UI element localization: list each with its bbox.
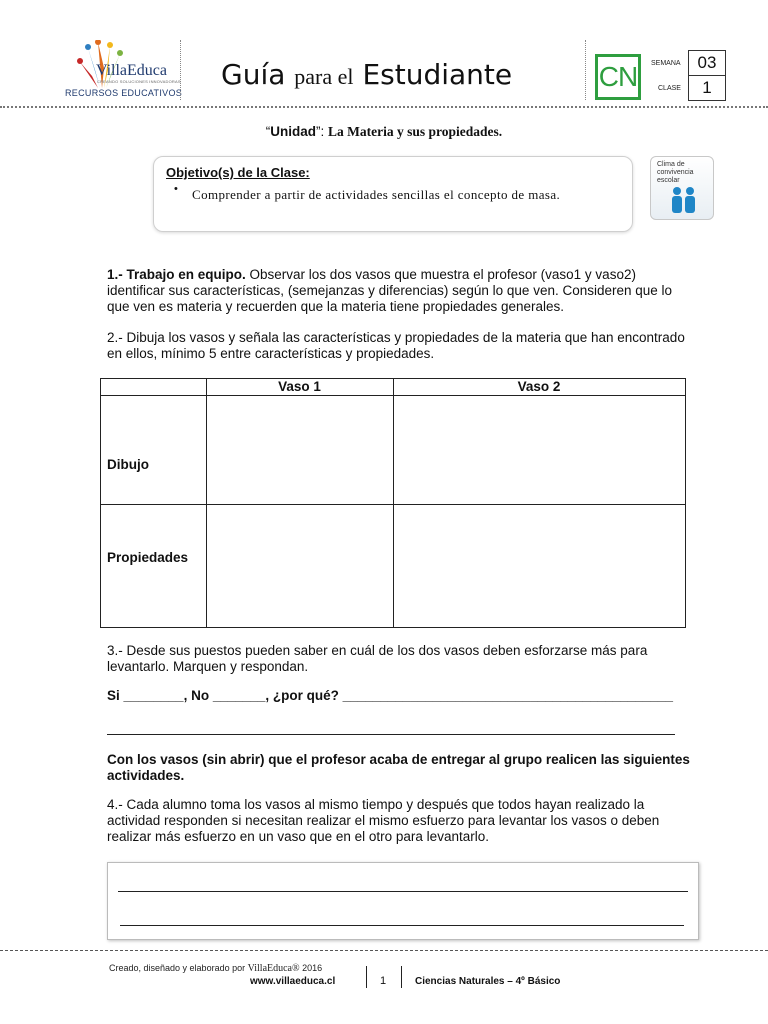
table-header-vaso-2: Vaso 2 xyxy=(517,379,561,394)
table-header-vaso-1: Vaso 1 xyxy=(278,379,321,394)
table-row-propiedades: Propiedades xyxy=(107,550,189,565)
question-2: 2.- Dibuja los vasos y señala las características y propiedades de la materia que han encontrado en ellos, mínimo 5 entre características y propiedades. xyxy=(107,330,685,361)
cell-dibujo-vaso-1[interactable] xyxy=(207,396,392,503)
footer-url[interactable]: www.villaeduca.cl xyxy=(250,976,336,987)
title-word-estudiante: Estudiante xyxy=(362,58,513,91)
page-number: 1 xyxy=(380,975,387,987)
answer-line[interactable] xyxy=(107,734,675,735)
objective-text: Comprender a partir de actividades sencillas el concepto de masa. xyxy=(192,187,561,202)
cell-dibujo-vaso-2[interactable] xyxy=(394,396,685,503)
answer-line[interactable] xyxy=(118,891,688,892)
class-label: CLASE xyxy=(658,85,681,92)
header-divider xyxy=(180,40,181,100)
observation-table xyxy=(100,378,686,628)
logo-tagline: CREANDO SOLUCIONES INNOVADORAS xyxy=(97,79,181,84)
footer-rule xyxy=(0,950,768,951)
question-1 xyxy=(107,267,697,315)
objective-title: Objetivo(s) de la Clase: xyxy=(166,165,310,180)
answer-line[interactable] xyxy=(120,925,684,926)
clima-badge-text: Clima de convivencia escolar xyxy=(657,161,694,184)
cell-propiedades-vaso-1[interactable] xyxy=(207,505,392,627)
logo-name: VillaEduca xyxy=(96,62,168,79)
unit-title: La Materia y sus propiedades. xyxy=(328,124,503,139)
header-rule xyxy=(0,106,768,108)
week-label: SEMANA xyxy=(651,60,681,67)
question-1-text: Observar los dos vasos que muestra el profesor (vaso1 y vaso2) identificar sus características, (semejanzas y diferencias) según lo que ven. Consideren que lo que ven es materia y recuerden que la materia tiene propiedades generales. xyxy=(107,267,673,314)
page-title xyxy=(221,58,512,91)
footer-credits xyxy=(109,963,322,974)
header-divider xyxy=(585,40,586,100)
class-value: 1 xyxy=(688,76,726,101)
objective-box xyxy=(153,156,633,232)
question-1-lead: 1.- Trabajo en equipo. xyxy=(107,267,246,282)
subject-code-badge: CN xyxy=(595,54,641,100)
question-4-answer-box[interactable] xyxy=(107,862,699,940)
footer-year: 2016 xyxy=(299,963,323,973)
unit-heading xyxy=(0,124,768,140)
footer-divider xyxy=(366,966,367,988)
clima-convivencia-badge xyxy=(650,156,714,220)
question-3: 3.- Desde sus puestos pueden saber en cuál de los dos vasos deben esforzarse más para levantarlo. Marquen y respondan. xyxy=(107,643,648,674)
footer-created-text: Creado, diseñado y elaborado por xyxy=(109,963,248,973)
logo-subtitle: RECURSOS EDUCATIVOS xyxy=(65,88,183,98)
footer-divider xyxy=(401,966,402,988)
people-icon xyxy=(651,157,715,221)
unit-label: Unidad xyxy=(270,124,317,139)
cell-propiedades-vaso-2[interactable] xyxy=(394,505,685,627)
table-row-dibujo: Dibujo xyxy=(107,457,149,472)
title-word-para-el: para el xyxy=(294,64,354,89)
bullet-icon: • xyxy=(174,183,178,195)
footer-course: Ciencias Naturales – 4º Básico xyxy=(415,976,561,987)
footer-brand: VillaEduca® xyxy=(247,963,300,974)
title-word-guia: Guía xyxy=(221,58,286,91)
group-instruction: Con los vasos (sin abrir) que el profesor acaba de entregar al grupo realicen las siguientes actividades. xyxy=(107,752,690,783)
question-3-answer[interactable]: Si ________, No _______, ¿por qué? ____________________________________________ xyxy=(107,688,673,703)
unit-label-wrap: “Unidad”: xyxy=(265,124,329,139)
week-value: 03 xyxy=(688,50,726,76)
question-4: 4.- Cada alumno toma los vasos al mismo tiempo y después que todos hayan realizado la actividad responden si necesitan realizar el mismo esfuerzo para levantar los vasos o deben realizar más esfuerzo en un vaso que en el otro para levantarlo. xyxy=(107,797,660,844)
